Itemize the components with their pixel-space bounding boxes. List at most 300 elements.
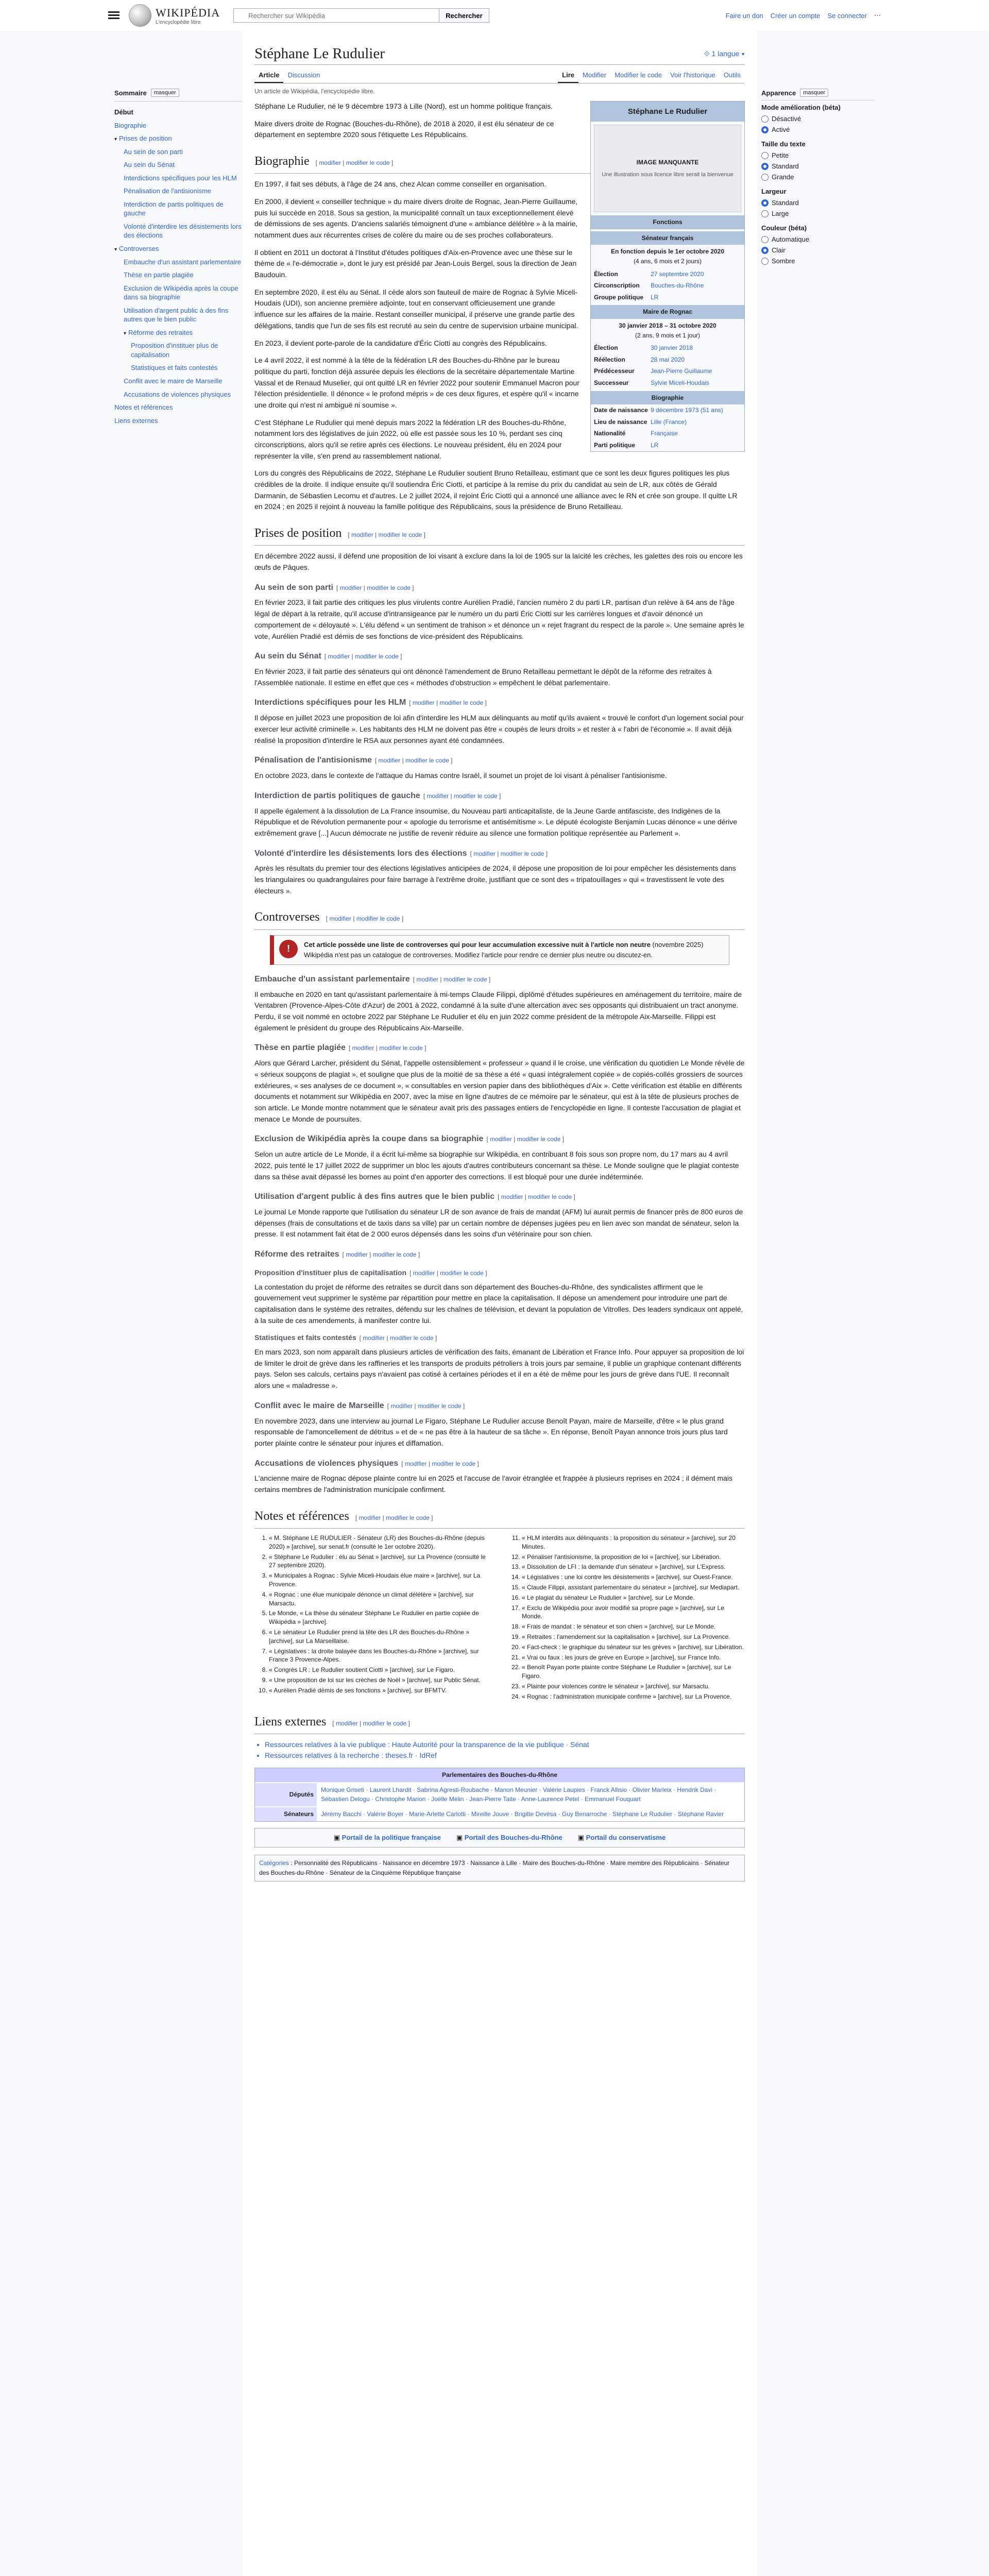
toc-item[interactable] bbox=[114, 268, 243, 282]
edit-link[interactable]: modifier bbox=[378, 757, 401, 765]
biography-paragraph: C'est Stéphane Le Rudulier qui mené depuis mars 2022 la fédération LR des Bouches-du-Rhône, notamment lors des législatives de juin 2022, où elle est passée sous les 10 %, perdant ses cinq circonscriptions, alors qu'il se retire après ces élections. Le nouveau président, élu en 2024 pour représenter la ville, s'en prend au rassemblement national. bbox=[254, 418, 567, 460]
section-positions-title: Prises de position bbox=[254, 527, 342, 540]
edit-link[interactable]: modifier bbox=[346, 1251, 368, 1259]
appearance-group-label: Couleur (béta) bbox=[761, 224, 807, 232]
infobox-row-key: Élection bbox=[594, 270, 618, 278]
toc-item[interactable] bbox=[114, 401, 243, 414]
infobox-row-value[interactable]: 9 décembre 1973 (51 ans) bbox=[651, 406, 723, 414]
biography-paragraph: En 1997, il fait ses débuts, à l'âge de 24 ans, chez Alcan comme conseiller en organisation. bbox=[254, 180, 547, 189]
appearance-radio-option[interactable] bbox=[761, 124, 875, 135]
reference-item[interactable]: 15. « Claude Filippi, assistant parlementaire du sénateur » [archive], sur Mediapart. bbox=[522, 1583, 745, 1592]
warning-icon: ! bbox=[279, 940, 298, 958]
appearance-radio-option[interactable] bbox=[761, 113, 875, 124]
reference-item[interactable]: 5. Le Monde, « La thèse du sénateur Stéphane Le Rudulier en partie copiée de Wikipédia » [archive]. bbox=[269, 1609, 492, 1626]
toc-toggle-icon[interactable]: ▾ bbox=[114, 137, 117, 143]
infobox-row bbox=[591, 404, 744, 416]
edit-link[interactable]: modifier bbox=[413, 1269, 435, 1277]
edit-code-link[interactable]: modifier le code bbox=[346, 159, 390, 167]
infobox-row bbox=[591, 268, 744, 280]
edit-link[interactable]: modifier bbox=[359, 1514, 381, 1521]
toc-item-label: Proposition d'instituer plus de capitalisation bbox=[131, 342, 218, 359]
toc-item-label: Interdiction de partis politiques de gauche bbox=[124, 200, 224, 217]
infobox-row-value[interactable]: Bouches-du-Rhône bbox=[651, 282, 704, 290]
radio-button[interactable] bbox=[761, 126, 769, 133]
section-edit-links: [ modifier | modifier le code ] bbox=[348, 531, 425, 539]
edit-link[interactable]: modifier bbox=[363, 1334, 385, 1342]
subsection-paragraph: Il embauche en 2020 en tant qu'assistant parlementaire à mi-temps Claude Filippi, diplômé d'études supérieures en aménagement du territoire, maire de Ventabren (Provence-Alpes-Côte d'Azur) de 2001 à 2022, condamné à la suite d'une altercation avec ses opposants qui distribuaient un tract anonyme. Perdu, il se voit nommé en octobre 2022 par Stéphane Le Rudulier et élu en juin 2022 comme président de la métropole Aix-Marseille. Filippi est également le président du groupe des Républicains Aix-Marseille. bbox=[254, 990, 742, 1032]
search-box bbox=[233, 8, 489, 23]
reference-item[interactable]: 18. « Frais de mandat : le sénateur et son chien » [archive], sur Le Monde. bbox=[522, 1622, 745, 1631]
subsection-paragraph: En février 2023, il fait partie des sénateurs qui ont dénoncé l'amendement de Bruno Retailleau permettant le dépôt de la réforme des retraites à l'Assemblée nationale. Il estime en effet que ces « méthodes d'obstruction » empêchent le débat parlementaire. bbox=[254, 667, 712, 687]
toc-item[interactable] bbox=[114, 198, 243, 220]
main-menu-icon[interactable] bbox=[108, 11, 120, 20]
edit-code-link[interactable]: modifier le code bbox=[356, 915, 400, 923]
edit-code-link[interactable]: modifier le code bbox=[367, 584, 411, 591]
infobox-row bbox=[591, 416, 744, 428]
reference-item[interactable]: 6. « Le sénateur Le Rudulier prend la tête des LR des Bouches-du-Rhône » [archive], sur La Marseillaise. bbox=[269, 1628, 492, 1646]
edit-code-link[interactable]: modifier le code bbox=[440, 1269, 484, 1277]
subsection-paragraph: En mars 2023, son nom apparaît dans plusieurs articles de vérification des faits, émanant de Libération et France Info. Pour appuyer sa proposition de loi de limiter le droit de grève dans les raffineries et les transports de produits pétroliers à trois jours par semaine, il publie un graphique contenant différents pays. Selon ses calculs, certains pays n'avaient pas cotisé à certaines périodes et il en a été de même pour les jours de grève dans l'UE. Il reconnaît alors une « maladresse ». bbox=[254, 1348, 744, 1390]
infobox-row-key: Groupe politique bbox=[594, 293, 643, 301]
subsection-paragraph: Le journal Le Monde rapporte que l'utilisation du sénateur LR de son avance de frais de mandat (AFM) lui aurait permis de financer près de 800 euros de dépenses (frais de consultations et de taxis dans sa ville) par un certain nombre de dépenses jugées peu en lien avec son mandat de sénateur, selon la presse. Il est notamment fait état de 2 000 euros dépensés dans les soins d'un vétérinaire pour son chien. bbox=[254, 1208, 743, 1239]
edit-code-link[interactable]: modifier le code bbox=[417, 1402, 462, 1410]
edit-code-link[interactable]: modifier le code bbox=[517, 1136, 561, 1143]
section-references-title: Notes et références bbox=[254, 1509, 349, 1523]
radio-button[interactable] bbox=[761, 210, 769, 217]
infobox-row-value[interactable]: Lille (France) bbox=[651, 418, 687, 426]
login-link[interactable]: Se connecter bbox=[827, 11, 867, 20]
reference-item[interactable]: 21. « Vrai ou faux : les jours de grève en Europe » [archive], sur France Info. bbox=[522, 1653, 745, 1662]
section-edit-links: [ modifier | modifier le code ] bbox=[324, 653, 402, 660]
reference-item[interactable]: 7. « Législatives : la droite balayée dans les Bouches-du-Rhône » [archive], sur France 3 Provence-Alpes. bbox=[269, 1647, 492, 1665]
edit-link[interactable]: modifier bbox=[390, 1402, 413, 1410]
tab-history[interactable]: Voir l'historique bbox=[670, 71, 715, 79]
section-edit-links: [ modifier | modifier le code ] bbox=[315, 159, 394, 167]
subsection-paragraph: En novembre 2023, dans une interview au journal Le Figaro, Stéphane Le Rudulier accuse Benoît Payan, maire de Marseille, d'être « le plus grand responsable de l'amoncellement de détritus » et de « ne pas être à la hauteur de sa tâche ». En réponse, Benoît Payan annonce trois jours plus tard porter plainte contre le sénateur pour injures et diffamation. bbox=[254, 1416, 728, 1447]
infobox-rows-senator bbox=[591, 268, 744, 303]
toc-item[interactable] bbox=[114, 326, 243, 340]
edit-code-link[interactable]: modifier le code bbox=[363, 1719, 407, 1727]
toc-item-label: Prises de position bbox=[119, 134, 172, 143]
reference-item[interactable]: 13. « Dissolution de LFI : la demande d'un sénateur » [archive], sur L'Express. bbox=[522, 1563, 745, 1571]
radio-label: Activé bbox=[772, 126, 790, 133]
appearance-group bbox=[761, 140, 875, 182]
infobox-band-biography: Biographie bbox=[591, 391, 744, 405]
term-current-text: En fonction depuis le 1er octobre 2020 bbox=[610, 248, 725, 256]
infobox-image-placeholder[interactable] bbox=[594, 125, 741, 212]
appearance-header bbox=[761, 89, 875, 100]
toc-item[interactable] bbox=[114, 106, 243, 119]
biography-paragraph: En 2023, il devient porte-parole de la candidature d'Éric Ciotti au congrès des Républicains. bbox=[254, 338, 547, 347]
reference-item[interactable]: 17. « Exclu de Wikipédia pour avoir modifié sa propre page » [archive], sur Le Monde. bbox=[522, 1604, 745, 1621]
section-edit-links: [ modifier | modifier le code ] bbox=[387, 1402, 465, 1410]
subsection-heading bbox=[254, 1191, 745, 1204]
reference-item[interactable]: 4. « Rognac : une élue municipale dénonce un climat délétère » [archive], sur Marsactu. bbox=[269, 1590, 492, 1608]
toc-item-label: Au sein de son parti bbox=[124, 147, 183, 156]
subsection-heading bbox=[254, 1458, 745, 1470]
radio-button[interactable] bbox=[761, 199, 769, 207]
radio-label: Large bbox=[772, 210, 789, 217]
appearance-hide-button[interactable]: masquer bbox=[800, 89, 828, 97]
infobox-row-value[interactable]: LR bbox=[651, 293, 659, 301]
reference-item[interactable]: 24. « Rognac : l'administration municipale confirme » [archive], sur La Provence. bbox=[522, 1692, 745, 1701]
portal-bdr-label: Portail des Bouches-du-Rhône bbox=[464, 1833, 562, 1841]
edit-code-link[interactable]: modifier le code bbox=[443, 975, 487, 983]
portal-bouches-du-rhone[interactable]: ▣ Portail des Bouches-du-Rhône bbox=[456, 1833, 562, 1841]
user-links bbox=[726, 11, 881, 20]
external-link-item[interactable]: • Ressources relatives à la vie publique : Haute Autorité pour la transparence de la vie publique · Sénat bbox=[265, 1739, 745, 1751]
infobox-rows-mayor bbox=[591, 342, 744, 388]
subsection-heading bbox=[254, 973, 745, 986]
subsection-title: Proposition d'instituer plus de capitalisation bbox=[254, 1268, 407, 1277]
portal-conservatism[interactable]: ▣ Portail du conservatisme bbox=[577, 1833, 666, 1841]
edit-link[interactable]: modifier bbox=[319, 159, 341, 167]
radio-button[interactable] bbox=[761, 236, 769, 243]
subsection-heading bbox=[254, 848, 745, 860]
subsection-heading bbox=[254, 790, 745, 803]
toc-item[interactable] bbox=[114, 145, 243, 159]
portal-politics[interactable]: ▣ Portail de la politique française bbox=[333, 1833, 441, 1841]
tab-article[interactable]: Article bbox=[254, 68, 283, 83]
edit-code-link[interactable]: modifier le code bbox=[386, 1514, 430, 1521]
subsection-title: Pénalisation de l'antisionisme bbox=[254, 756, 372, 765]
tab-read[interactable]: Lire bbox=[558, 68, 578, 83]
categories-list[interactable]: Personnalité des Républicains · Naissance en décembre 1973 · Naissance à Lille · Maire des Bouches-du-Rhône · Maire membre des Républicains · Sénateur des Bouches-du-Rhône · Sénateur de la Cinquième République française bbox=[259, 1859, 730, 1876]
toc-item[interactable] bbox=[114, 388, 243, 401]
tab-edit-source[interactable]: Modifier le code bbox=[615, 71, 662, 79]
infobox-row-key: Circonscription bbox=[594, 282, 640, 290]
toc-list bbox=[114, 106, 243, 427]
subsection-title: Thèse en partie plagiée bbox=[254, 1043, 346, 1053]
infobox-row-value[interactable]: 28 mai 2020 bbox=[651, 355, 685, 363]
appearance-group bbox=[761, 188, 875, 219]
radio-button[interactable] bbox=[761, 163, 769, 170]
appearance-radio-option[interactable] bbox=[761, 197, 875, 208]
infobox-image-caption: Une illustration sous licence libre serait la bienvenue bbox=[602, 172, 734, 178]
subsection-title: Interdiction de partis politiques de gauche bbox=[254, 791, 420, 800]
term-duration-text: (4 ans, 6 mois et 2 jours) bbox=[633, 258, 702, 265]
search-input[interactable] bbox=[233, 8, 439, 23]
edit-link[interactable]: modifier bbox=[412, 699, 435, 707]
infobox-row-value[interactable]: 30 janvier 2018 bbox=[651, 344, 693, 352]
search-button[interactable]: Rechercher bbox=[439, 8, 489, 23]
toc-item-label: Biographie bbox=[114, 121, 147, 129]
infobox-band-mayor: Maire de Rognac bbox=[591, 305, 744, 319]
navbox-group-list[interactable]: Monique Griseti · Laurent Lhardit · Sabrina Agresti-Roubache · Manon Meunier · Valérie Laupies · Franck Allisio · Olivier Marleix · Hendrik Davi · Sébastien Delogu · Christophe Marion · Joëlle Mélin · Jean-Pierre Taite · Anne-Laurence Petel · Emmanuel Fouquart bbox=[317, 1783, 744, 1806]
toc-item-label: Début bbox=[114, 108, 133, 116]
toc-item-label: Liens externes bbox=[114, 416, 158, 425]
logo-tagline: L'encyclopédie libre bbox=[156, 19, 201, 25]
edit-link[interactable]: modifier bbox=[473, 850, 496, 857]
section-controversies-title: Controverses bbox=[254, 910, 320, 924]
subsection-paragraph: En octobre 2023, dans le contexte de l'attaque du Hamas contre Israël, il soumet un projet de loi visant à pénaliser l'antisionisme. bbox=[254, 771, 667, 780]
reference-item[interactable]: 2. « Stéphane Le Rudulier : élu au Sénat » [archive], sur La Provence (consulté le 27 septembre 2020). bbox=[269, 1553, 492, 1570]
reference-item[interactable]: 1. « M. Stéphane LE RUDULIER - Sénateur (LR) des Bouches-du-Rhône (depuis 2020) » [archive], sur senat.fr (consulté le 1er octobre 2020). bbox=[269, 1534, 492, 1551]
section-edit-links: [ modifier | modifier le code ] bbox=[423, 792, 501, 800]
appearance-radio-option[interactable] bbox=[761, 256, 875, 266]
subsection-paragraph: Selon un autre article de Le Monde, il a écrit lui-même sa biographie sur Wikipédia, en contribuant 8 fois sous son propre nom, du 17 mars au 4 avril 2022, puis tenté le 17 juillet 2022 de supprimer un bloc les ajouts d'autres contributeurs concernant sa thèse. Le Monde souligne que le plagiat conteste dans sa thèse avait dépassé les bornes au point d'en apporter des corrections. Il est bloqué pour une durée indéterminée. bbox=[254, 1150, 739, 1181]
site-header bbox=[0, 0, 989, 31]
biography-paragraph: En 2000, il devient « conseiller technique » du maire divers droite de Rognac, Jean-Pierre Guillaume, puis lui succède en 2018. Sous sa gestion, la municipalité connaît un taux exceptionnellement élevé de démissions de ses agents. D'anciens salariés témoignent d'une « ambiance délétère » à la mairie, notamment dues aux récurrentes crises de colère du maire ou de ses proches collaborateurs. bbox=[254, 197, 578, 239]
appearance-radio-option[interactable] bbox=[761, 150, 875, 161]
appearance-radio-option[interactable] bbox=[761, 245, 875, 256]
toc-item[interactable] bbox=[114, 158, 243, 172]
reference-item[interactable]: 14. « Législatives : une loi contre les désistements » [archive], sur Ouest-France. bbox=[522, 1573, 745, 1582]
positions-intro: En décembre 2022 aussi, il défend une proposition de loi visant à exclure dans la loi de 1905 sur la laïcité les crèches, les galettes des rois ou encore les œufs de Pâques. bbox=[254, 552, 743, 571]
subsection-paragraph: L'ancienne maire de Rognac dépose plainte contre lui en 2025 et l'accuse de l'avoir étranglée et frappée à plusieurs reprises en 2024 ; il dément mais certains membres de l'administration municipale confirment. bbox=[254, 1474, 732, 1494]
toc-toggle-icon[interactable]: ▾ bbox=[114, 247, 117, 253]
section-edit-links: [ modifier | modifier le code ] bbox=[486, 1136, 564, 1143]
section-edit-links: [ modifier | modifier le code ] bbox=[355, 1514, 433, 1521]
reference-item[interactable]: 8. « Congrès LR : Le Rudulier soutient Ciotti » [archive], sur Le Figaro. bbox=[269, 1666, 492, 1674]
radio-label: Standard bbox=[772, 199, 799, 207]
toc-item[interactable] bbox=[114, 256, 243, 269]
toc-item[interactable] bbox=[114, 414, 243, 428]
categories-label[interactable]: Catégories bbox=[259, 1859, 289, 1867]
infobox-row-key: Parti politique bbox=[594, 441, 636, 449]
infobox bbox=[590, 101, 745, 452]
infobox-band-functions: Fonctions bbox=[591, 215, 744, 229]
edit-link[interactable]: modifier bbox=[351, 531, 373, 539]
edit-code-link[interactable]: modifier le code bbox=[379, 1044, 423, 1052]
category-links: Catégories : Personnalité des Républicains · Naissance en décembre 1973 · Naissance à Lille · Maire des Bouches-du-Rhône · Maire membre des Républicains · Sénateur des Bouches-du-Rhône · Sénateur de la Cinquième République française bbox=[254, 1855, 745, 1882]
reference-item[interactable]: 11. « HLM interdits aux délinquants : la proposition du sénateur » [archive], sur 20 Minutes. bbox=[522, 1534, 745, 1551]
toc-header bbox=[114, 89, 243, 101]
navbox-group-list[interactable]: Jérémy Bacchi · Valérie Boyer · Marie-Arlette Carlotti · Mireille Jouve · Brigitte Devésa · Guy Benarroche · Stéphane Le Rudulier · Stéphane Ravier bbox=[317, 1807, 744, 1821]
edit-code-link[interactable]: modifier le code bbox=[500, 850, 544, 857]
infobox-row bbox=[591, 439, 744, 451]
appearance-group-label: Largeur bbox=[761, 188, 787, 195]
page-subtitle: Un article de Wikipédia, l'encyclopédie libre. bbox=[254, 88, 375, 95]
edit-link[interactable]: modifier bbox=[501, 1193, 523, 1201]
navbox-group-label: Députés bbox=[255, 1783, 317, 1806]
toc-item[interactable] bbox=[114, 132, 243, 145]
warning-banner bbox=[270, 935, 729, 965]
edit-code-link[interactable]: modifier le code bbox=[372, 1251, 417, 1259]
infobox-row-key: Date de naissance bbox=[594, 406, 648, 414]
toc-toggle-icon[interactable]: ▾ bbox=[124, 330, 127, 336]
donate-link[interactable]: Faire un don bbox=[725, 11, 763, 20]
toc-item[interactable] bbox=[114, 361, 243, 375]
infobox-row bbox=[591, 354, 744, 366]
edit-link[interactable]: modifier bbox=[352, 1044, 374, 1052]
create-account-link[interactable]: Créer un compte bbox=[770, 11, 821, 20]
radio-label: Désactivé bbox=[772, 115, 802, 123]
toc-item-label: Thèse en partie plagiée bbox=[124, 271, 194, 279]
navbox-group-label: Sénateurs bbox=[255, 1807, 317, 1821]
section-edit-links: [ modifier | modifier le code ] bbox=[342, 1251, 420, 1259]
subsection-title: Embauche d'un assistant parlementaire bbox=[254, 974, 410, 984]
appearance-group bbox=[761, 104, 875, 135]
view-tabs bbox=[558, 68, 745, 83]
reference-item[interactable]: 9. « Une proposition de loi sur les crèches de Noël » [archive], sur Public Sénat. bbox=[269, 1676, 492, 1685]
reference-item[interactable]: 23. « Plainte pour violences contre le sénateur » [archive], sur Marsactu. bbox=[522, 1682, 745, 1691]
infobox-row-value[interactable]: Française bbox=[651, 430, 678, 437]
radio-button[interactable] bbox=[761, 174, 769, 181]
infobox-title: Stéphane Le Rudulier bbox=[591, 101, 744, 122]
infobox-row bbox=[591, 342, 744, 354]
appearance-radio-option[interactable] bbox=[761, 161, 875, 172]
radio-button[interactable] bbox=[761, 115, 769, 123]
infobox-row bbox=[591, 428, 744, 439]
appearance-panel bbox=[761, 89, 875, 272]
reference-item[interactable]: 12. « Pénaliser l'antisionisme, la proposition de loi » [archive], sur Libération. bbox=[522, 1553, 745, 1562]
appearance-group-label: Mode amélioration (béta) bbox=[761, 104, 841, 111]
infobox-row bbox=[591, 365, 744, 377]
toc-item[interactable] bbox=[114, 304, 243, 326]
subsection-title: Réforme des retraites bbox=[254, 1250, 339, 1259]
subsection-paragraph: Il dépose en juillet 2023 une proposition de loi afin d'interdire les HLM aux délinquants au motif qu'ils avaient « trouvé le confort d'un logement social pour exercer leur activité criminelle ». Les habitants des HLM ne doivent pas être « coupés de leurs droits » et rester à « l'abri de l'économie ». Il avait déjà réalisé la proposition d'interdire le RSA aux personnes ayant été condamnées. bbox=[254, 714, 744, 744]
edit-link[interactable]: modifier bbox=[416, 975, 439, 983]
section-edit-links: [ modifier | modifier le code ] bbox=[326, 915, 404, 923]
edit-link[interactable]: modifier bbox=[329, 915, 352, 923]
reference-item[interactable]: 20. « Fact-check : le graphique du sénateur sur les grèves » [archive], sur Libération. bbox=[522, 1643, 745, 1652]
infobox-row-value[interactable]: 27 septembre 2020 bbox=[651, 270, 704, 278]
reference-item[interactable]: 19. « Retraites : l'amendement sur la capitalisation » [archive], sur La Provence. bbox=[522, 1633, 745, 1641]
subsection-title: Exclusion de Wikipédia après la coupe dans sa biographie bbox=[254, 1134, 484, 1144]
infobox-row bbox=[591, 377, 744, 389]
edit-code-link[interactable]: modifier le code bbox=[354, 653, 399, 660]
edit-code-link[interactable]: modifier le code bbox=[432, 1460, 476, 1467]
edit-link[interactable]: modifier bbox=[339, 584, 362, 591]
section-external-title: Liens externes bbox=[254, 1715, 327, 1728]
section-edit-links: [ modifier | modifier le code ] bbox=[332, 1719, 410, 1727]
subsection-heading bbox=[254, 650, 745, 663]
toc-item[interactable] bbox=[114, 184, 243, 198]
navbox-rows bbox=[255, 1782, 744, 1821]
section-references bbox=[254, 1507, 745, 1529]
appearance-group-label: Taille du texte bbox=[761, 140, 806, 148]
term-mayor-text: 30 janvier 2018 – 31 octobre 2020 bbox=[619, 322, 717, 329]
toc-item-label: Interdictions spécifiques pour les HLM bbox=[124, 174, 237, 182]
toc-item[interactable] bbox=[114, 220, 243, 242]
radio-label: Sombre bbox=[772, 257, 795, 265]
toc-hide-button[interactable]: masquer bbox=[151, 89, 179, 97]
subsection-paragraph: En février 2023, il fait partie des critiques les plus virulents contre Aurélien Pradié, l'ancien numéro 2 du parti LR, partisan d'un relève à 64 ans de l'âge légal de départ à la retraite, qu'il accuse d'intransigeance par le numéro un du parti Éric Ciotti sur les carrières longues et d'avoir dénoncé un comportement de « déloyauté ». L'élu défend « un sentiment de trahison » et dénonce un « rejet fragrant du respect de la parole ». Une semaine après le vote, Aurélien Pradié est démis de ses fonctions de vice-président des Républicains. bbox=[254, 598, 744, 640]
wikipedia-logo[interactable] bbox=[129, 4, 220, 27]
appearance-groups bbox=[761, 104, 875, 266]
section-controversies bbox=[254, 908, 745, 929]
warning-date: (novembre 2025) bbox=[652, 940, 704, 948]
navbox-row bbox=[255, 1782, 744, 1806]
tab-edit[interactable]: Modifier bbox=[582, 71, 607, 79]
infobox-term-mayor bbox=[591, 319, 744, 342]
edit-code-link[interactable]: modifier le code bbox=[528, 1193, 572, 1201]
toc-title: Sommaire bbox=[114, 89, 147, 97]
toc-item-label: Statistiques et faits contestés bbox=[131, 364, 218, 372]
infobox-rows-biography bbox=[591, 404, 744, 451]
reference-item[interactable]: 22. « Benoît Payan porte plainte contre Stéphane Le Rudulier » [archive], sur Le Figaro. bbox=[522, 1663, 745, 1681]
section-edit-links: [ modifier | modifier le code ] bbox=[359, 1334, 437, 1342]
section-edit-links: [ modifier | modifier le code ] bbox=[470, 850, 548, 857]
main-content bbox=[242, 31, 757, 2576]
radio-button[interactable] bbox=[761, 258, 769, 265]
infobox-row bbox=[591, 280, 744, 292]
toc-item-label: Exclusion de Wikipédia après la coupe dans sa biographie bbox=[124, 284, 238, 301]
edit-code-link[interactable]: modifier le code bbox=[453, 792, 498, 800]
subsection-title: Utilisation d'argent public à des fins autres que le bien public bbox=[254, 1192, 495, 1201]
toc-item-label: Réforme des retraites bbox=[128, 328, 193, 336]
references-list bbox=[254, 1534, 745, 1701]
biography-paragraph: Lors du congrès des Républicains de 2022, Stéphane Le Rudulier soutient Bruno Retailleau, estimant que ce sont les deux figures politiques les plus crédibles de la droite. Il indique ensuite qu'il soutiendra Éric Ciotti, et participe à la remise du prix du candidat au sein de LR, aux côtés de Gérald Darmanin, de Sébastien Lecornu et d'autres. Le 2 juillet 2024, il rejoint Éric Ciotti qui a annoncé une alliance avec le RN et crée son groupe. Il quitte LR en 2024 ; en 2025 il rejoint à nouveau la famille politique des Républicains, sous la présidence de Bruno Retailleau. bbox=[254, 469, 738, 511]
edit-link[interactable]: modifier bbox=[404, 1460, 427, 1467]
infobox-row-value[interactable]: Jean-Pierre Guillaume bbox=[651, 367, 712, 375]
infobox-row-key: Prédécesseur bbox=[594, 367, 635, 375]
subsection-title: Statistiques et faits contestés bbox=[254, 1333, 356, 1342]
toc-item[interactable] bbox=[114, 242, 243, 256]
toc-item[interactable] bbox=[114, 172, 243, 185]
more-options-icon[interactable]: ⋯ bbox=[874, 11, 881, 19]
subsection-heading bbox=[254, 697, 745, 709]
lead-paragraph-2: Maire divers droite de Rognac (Bouches-du-Rhône), de 2018 à 2020, il est élu sénateur de ce département en septembre 2020 sous l'étiquette Les Républicains. bbox=[254, 119, 554, 139]
toc-item[interactable] bbox=[114, 282, 243, 304]
appearance-radio-option[interactable] bbox=[761, 208, 875, 219]
section-edit-links: [ modifier | modifier le code ] bbox=[336, 584, 414, 591]
edit-link[interactable]: modifier bbox=[490, 1136, 512, 1143]
section-external-links bbox=[254, 1713, 745, 1734]
radio-button[interactable] bbox=[761, 247, 769, 254]
edit-code-link[interactable]: modifier le code bbox=[405, 757, 449, 765]
navbox bbox=[254, 1768, 745, 1821]
infobox-row-value[interactable]: Sylvie Miceli-Houdais bbox=[651, 379, 710, 386]
infobox-term-current bbox=[591, 245, 744, 268]
warning-title: Cet article possède une liste de controverses qui pour leur accumulation excessive nuit à l'article non neutre bbox=[304, 940, 651, 948]
language-button[interactable]: ⟐ 1 langue ▾ bbox=[704, 49, 745, 58]
warning-text: Wikipédia n'est pas un catalogue de controverses. Modifiez l'article pour rendre ce dernier plus neutre ou discutez-en. bbox=[304, 951, 653, 959]
article-body bbox=[254, 101, 745, 1882]
appearance-radio-option[interactable] bbox=[761, 234, 875, 245]
edit-code-link[interactable]: modifier le code bbox=[378, 531, 422, 539]
reference-item[interactable]: 16. « Le plagiat du sénateur Le Rudulier » [archive], sur Le Monde. bbox=[522, 1594, 745, 1602]
external-link-item[interactable]: • Ressources relatives à la recherche : theses.fr · IdRef bbox=[265, 1750, 745, 1761]
appearance-group bbox=[761, 224, 875, 266]
toc-item-label: Embauche d'un assistant parlementaire bbox=[124, 258, 241, 266]
section-biography-title: Biographie bbox=[254, 155, 310, 168]
tab-discussion[interactable]: Discussion bbox=[287, 71, 320, 79]
reference-item[interactable]: 3. « Municipales à Rognac : Sylvie Miceli-Houdais élue maire » [archive], sur La Provence. bbox=[269, 1571, 492, 1589]
infobox-row-value[interactable]: LR bbox=[651, 441, 659, 449]
subsection-heading bbox=[254, 582, 745, 595]
edit-link[interactable]: modifier bbox=[335, 1719, 358, 1727]
section-edit-links: [ modifier | modifier le code ] bbox=[374, 757, 453, 765]
subsection-paragraph: Après les résultats du premier tour des élections législatives anticipées de 2024, il dépose une proposition de loi pour empêcher les désistements dans les triangulaires ou quadrangulaires pour faire barrage à l'extrême droite, justifiant que ce sont des « tripatouillages » qui « travestissent le vote des électeurs ». bbox=[254, 864, 736, 895]
toc-item[interactable] bbox=[114, 119, 243, 132]
tab-tools[interactable]: Outils bbox=[723, 71, 741, 79]
appearance-title: Apparence bbox=[761, 89, 796, 97]
edit-code-link[interactable]: modifier le code bbox=[439, 699, 484, 707]
radio-button[interactable] bbox=[761, 152, 769, 159]
navbox-title: Parlementaires des Bouches-du-Rhône bbox=[255, 1768, 744, 1782]
section-edit-links: [ modifier | modifier le code ] bbox=[413, 975, 491, 983]
subsection-heading bbox=[254, 1332, 745, 1344]
edit-code-link[interactable]: modifier le code bbox=[389, 1334, 434, 1342]
radio-label: Clair bbox=[772, 246, 786, 254]
positions-subsections bbox=[254, 582, 745, 897]
term-mayor-duration: (2 ans, 9 mois et 1 jour) bbox=[635, 331, 701, 339]
biography-paragraph: En septembre 2020, il est élu au Sénat. Il cède alors son fauteuil de maire de Rognac à Sylvie Miceli-Houdais (UDI), son ancienne première adjointe, tout en conservant officieusement une grande influence sur les affaires de la mairie. Restant conseiller municipal, il préserve une grande partie des délégations, tandis que l'un de ses fils est recruté au sein du centre de supervision urbaine municipal. bbox=[254, 287, 578, 330]
toc-item[interactable] bbox=[114, 375, 243, 388]
subsection-paragraph: La contestation du projet de réforme des retraites se durcit dans son département des Bouches-du-Rhône, des syndicalistes affirment que le gouvernement veut supprimer le système par répartition pour mettre en place la capitalisation. Il dépose un amendement pour introduire une part de capitalisation dans le système des retraites, défendu sur les chaînes de télévision, et devant la population de Vitrolles. Des leaders syndicaux ont appelé, à la suite de ces amendements, à manifester contre lui. bbox=[254, 1282, 743, 1325]
toc-item-label: Volonté d'interdire les désistements lors des élections bbox=[124, 222, 242, 240]
toc-item-label: Pénalisation de l'antisionisme bbox=[124, 187, 212, 195]
edit-link[interactable]: modifier bbox=[427, 792, 449, 800]
reference-item[interactable]: 10. « Aurélien Pradié démis de ses fonctions » [archive], sur BFMTV. bbox=[269, 1686, 492, 1695]
radio-label: Automatique bbox=[772, 235, 809, 243]
appearance-radio-option[interactable] bbox=[761, 172, 875, 182]
edit-link[interactable]: modifier bbox=[328, 653, 350, 660]
toc-item[interactable] bbox=[114, 339, 243, 361]
logo-title: WIKIPÉDIA bbox=[156, 6, 220, 19]
